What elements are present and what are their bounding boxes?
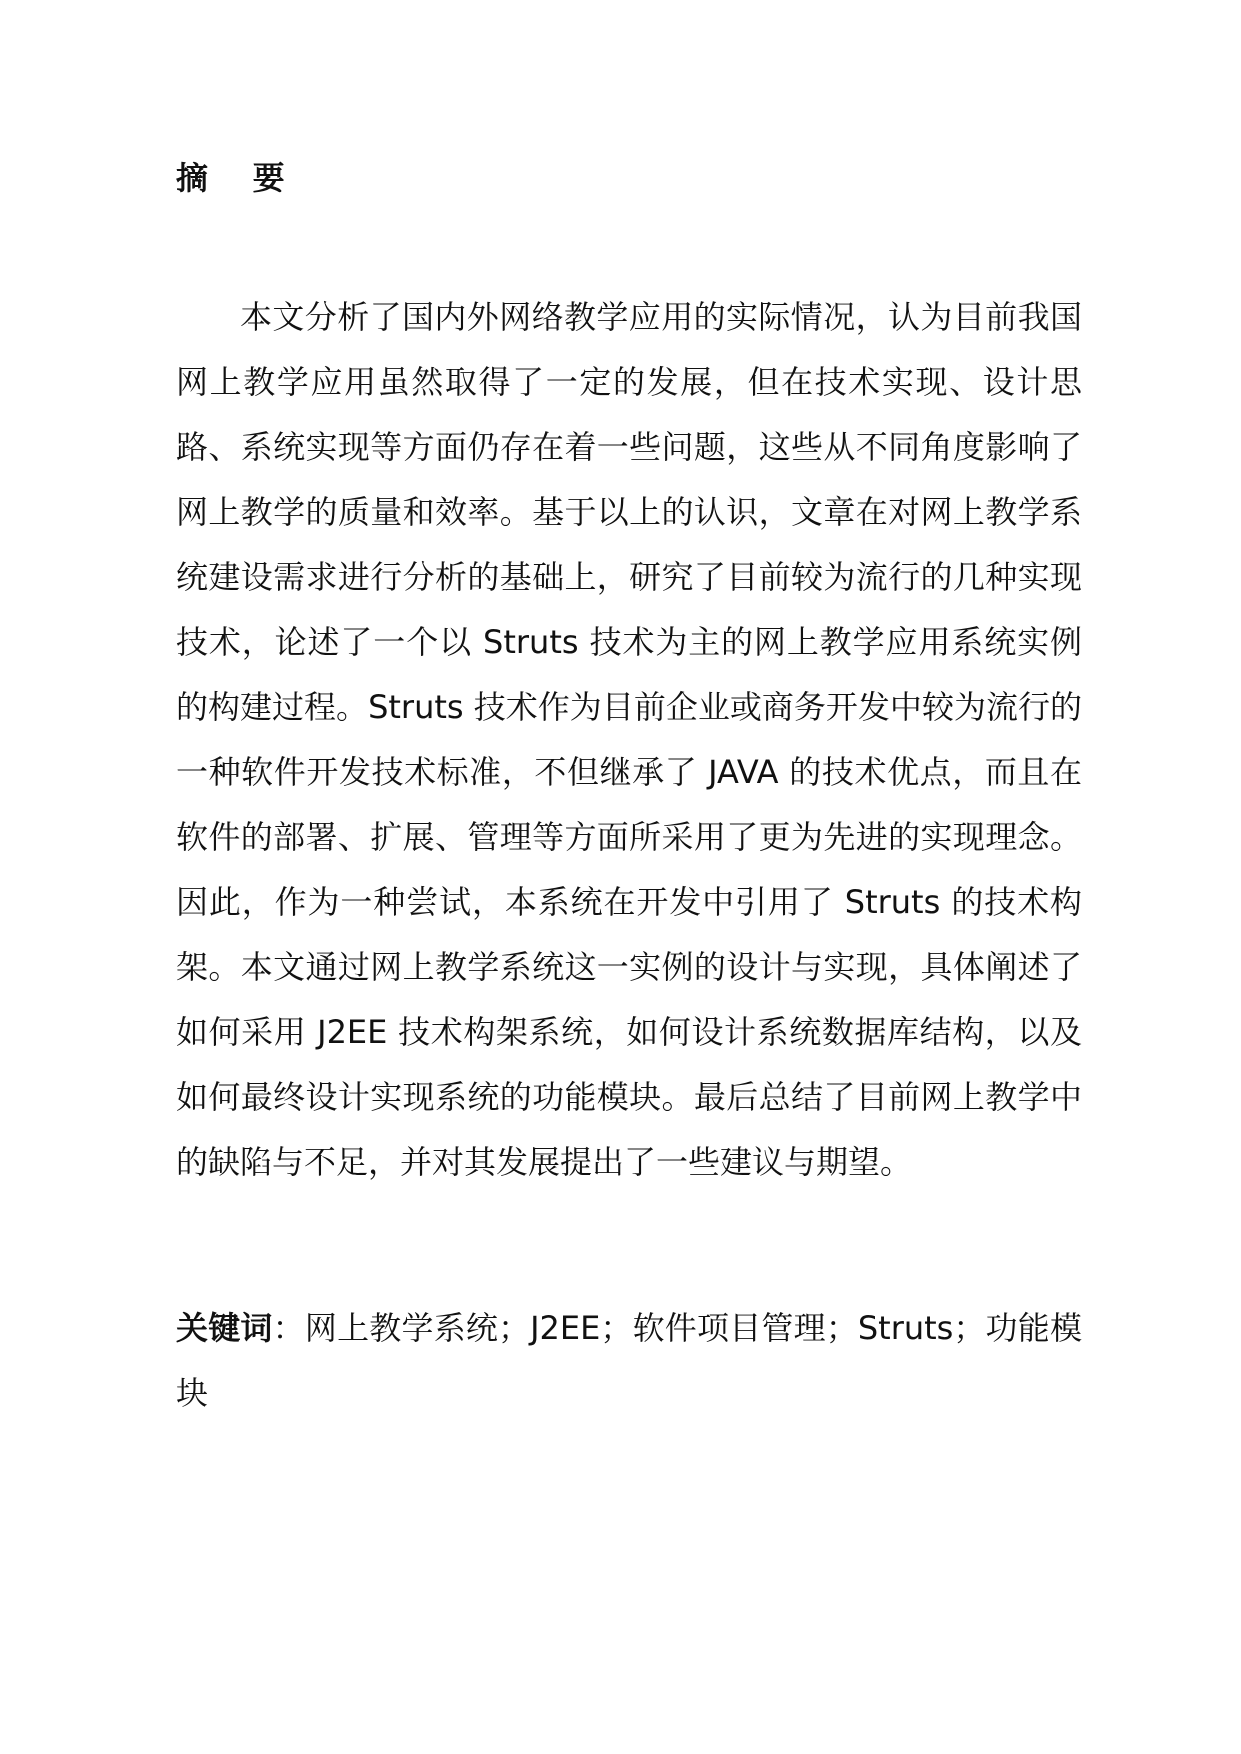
keywords-label: 关键词 — [176, 1309, 273, 1347]
keywords-list: ：网上教学系统；J2EE；软件项目管理；Struts；功能模块 — [176, 1309, 1082, 1412]
keywords-line — [176, 1296, 1082, 1426]
abstract-heading: 摘 要 — [176, 159, 285, 197]
abstract-paragraph: 本文分析了国内外网络教学应用的实际情况，认为目前我国网上教学应用虽然取得了一定的发展，但在技术实现、设计思路、系统实现等方面仍存在着一些问题，这些从不同角度影响了网上教学的质量和效率。基于以上的认识，文章在对网上教学系统建设需求进行分析的基础上，研究了目前较为流行的几种实现技术，论述了一个以 Struts 技术为主的网上教学应用系统实例的构建过程。Struts 技术作为目前企业或商务开发中较为流行的一种软件开发技术标准，不但继承了 JAVA 的技术优点，而且在软件的部署、扩展、管理等方面所采用了更为先进的实现理念。因此，作为一种尝试，本系统在开发中引用了 Struts 的技术构架。本文通过网上教学系统这一实例的设计与实现，具体阐述了如何采用 J2EE 技术构架系统，如何设计系统数据库结构，以及如何最终设计实现系统的功能模块。最后总结了目前网上教学中的缺陷与不足，并对其发展提出了一些建议与期望。 — [176, 298, 1082, 1181]
